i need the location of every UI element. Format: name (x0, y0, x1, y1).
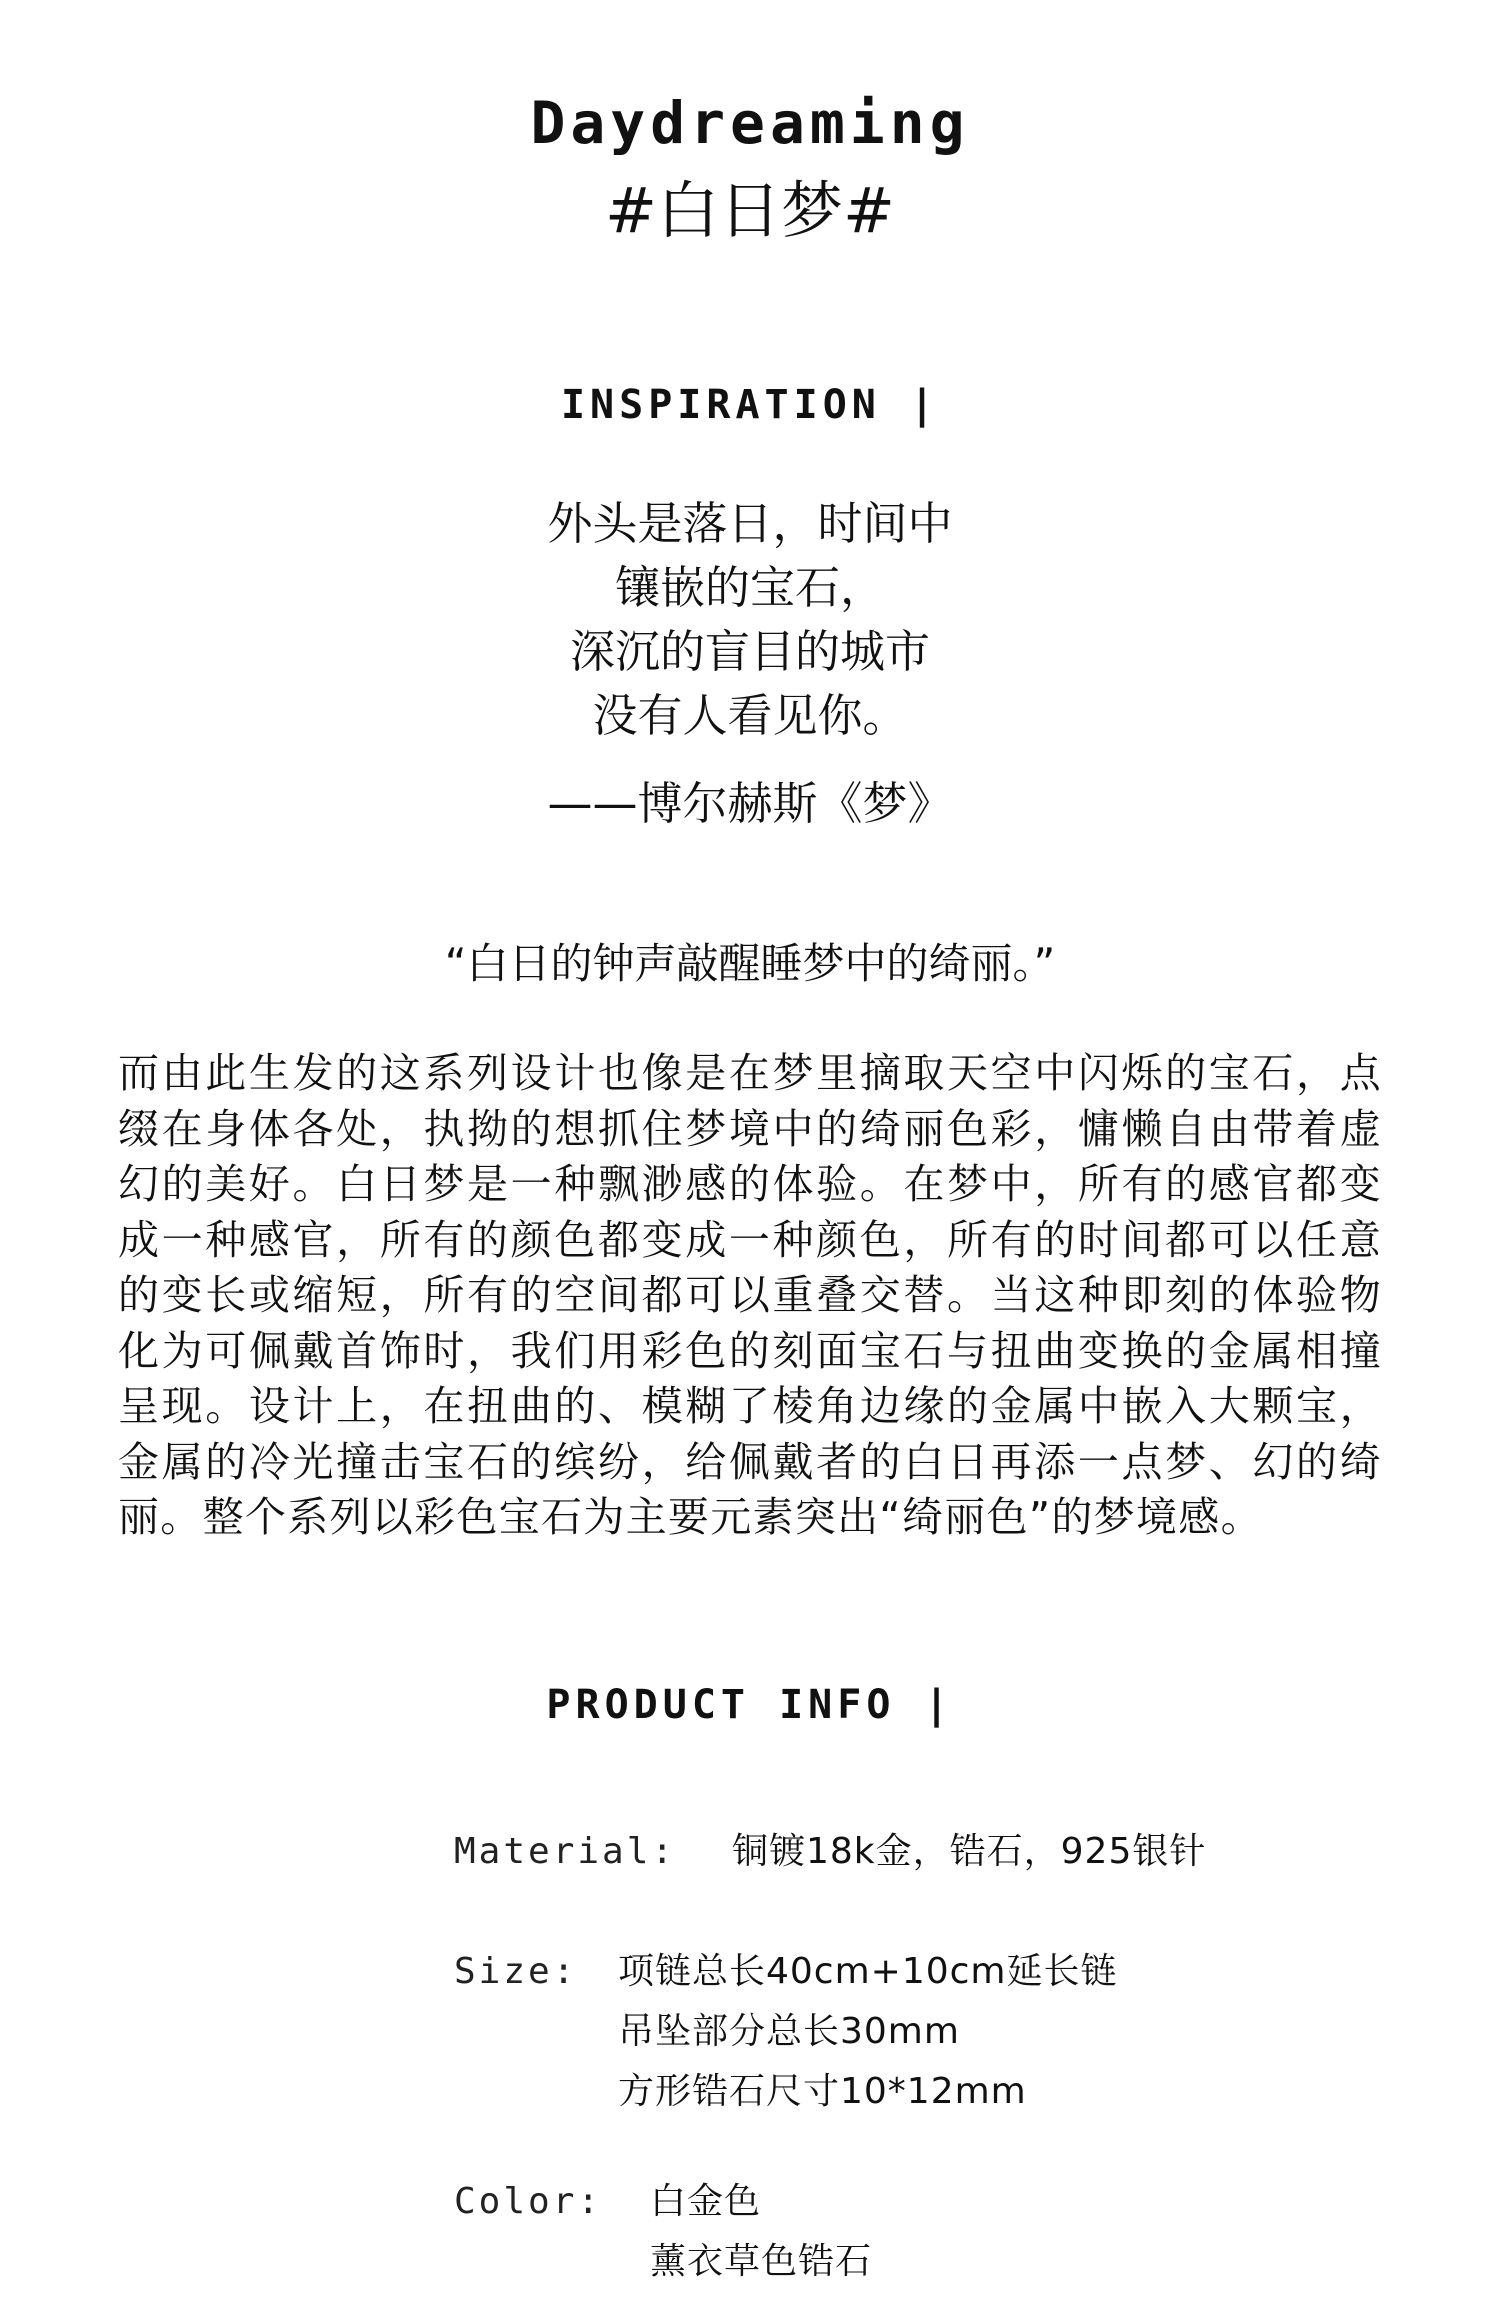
size-value: 方形锆石尺寸10*12mm (618, 2071, 1027, 2112)
material-value: 铜镀18k金，锆石，925银针 (732, 1831, 1207, 1872)
poem-line: 外头是落日，时间中 (547, 497, 953, 550)
size-value: 项链总长40cm+10cm延长链 (618, 1951, 1118, 1992)
poem-attribution: ——博尔赫斯《梦》 (547, 777, 953, 830)
inspiration-paragraph: 而由此生发的这系列设计也像是在梦里摘取天空中闪烁的宝石，点缀在身体各处，执拗的想抓住梦境中的绮丽色彩，慵懒自由带着虚幻的美好。白日梦是一种飘渺感的体验。在梦中，所有的感官都变成一种感官，所有的颜色都变成一种颜色，所有的时间都可以任意的变长或缩短，所有的空间都可以重叠交替。当这种即刻的体验物化为可佩戴首饰时，我们用彩色的刻面宝石与扭曲变换的金属相撞呈现。设计上，在扭曲的、模糊了棱角边缘的金属中嵌入大颗宝，金属的冷光撞击宝石的缤纷，给佩戴者的白日再添一点梦、幻的绮丽。整个系列以彩色宝石为主要元素突出“绮丽色”的梦境感。 (118, 1049, 1382, 1541)
poem-line: 深沉的盲目的城市 (569, 625, 930, 678)
poem (0, 492, 1500, 748)
poem-line: 没有人看见你。 (592, 689, 908, 742)
size-value: 吊坠部分总长30mm (618, 2011, 960, 2052)
color-value: 薰衣草色锆石 (650, 2241, 873, 2282)
size-label: Size: (454, 1951, 578, 1992)
material-label: Material: (454, 1831, 677, 1872)
color-label: Color: (454, 2181, 603, 2222)
poem-line: 镶嵌的宝石， (614, 561, 885, 614)
inspiration-heading: INSPIRATION | (560, 382, 940, 428)
pull-quote: “白日的钟声敲醒睡梦中的绮丽。” (444, 939, 1056, 988)
product-info-heading: PRODUCT INFO | (546, 1682, 954, 1728)
color-value: 白金色 (650, 2181, 762, 2222)
title-chinese: #白日梦# (605, 174, 895, 247)
title-english: Daydreaming (530, 89, 970, 157)
